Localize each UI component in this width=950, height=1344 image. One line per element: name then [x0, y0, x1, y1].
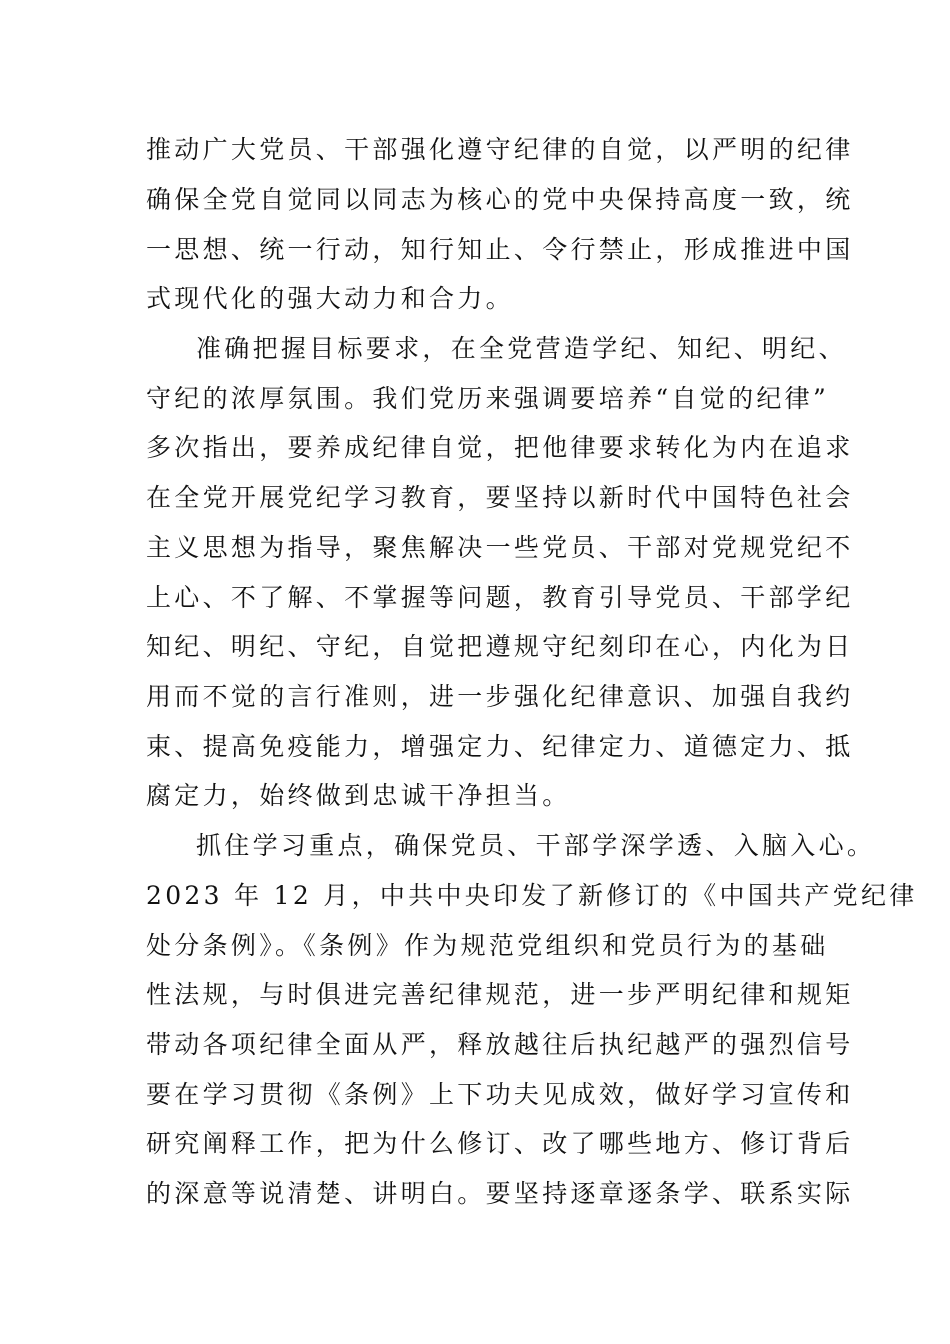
text-line: 知纪、明纪、守纪，自觉把遵规守纪刻印在心，内化为日 — [146, 632, 854, 661]
text-line: 式现代化的强大动力和合力。 — [146, 284, 514, 313]
text-line: 束、提高免疫能力，增强定力、纪律定力、道德定力、抵 — [146, 732, 854, 761]
text-line: 推动广大党员、干部强化遵守纪律的自觉，以严明的纪律 — [146, 135, 854, 164]
text-line: 一思想、统一行动，知行知止、令行禁止，形成推进中国 — [146, 235, 854, 264]
text-line: 性法规，与时俱进完善纪律规范，进一步严明纪律和规矩 — [146, 980, 854, 1009]
text-line: 处分条例》。《条例》作为规范党组织和党员行为的基础 — [146, 931, 829, 960]
paragraph-first-line: 抓住学习重点，确保党员、干部学深学透、入脑入心。 — [196, 831, 876, 860]
text-line: 确保全党自觉同以同志为核心的党中央保持高度一致，统 — [146, 185, 854, 214]
text-line: 守纪的浓厚氛围。我们党历来强调要培养“自觉的纪律” — [146, 384, 830, 413]
text-line: 要在学习贯彻《条例》上下功夫见成效，做好学习宣传和 — [146, 1080, 854, 1109]
text-line: 腐定力，始终做到忠诚干净担当。 — [146, 781, 571, 810]
text-line: 2023 年 12 月，中共中央印发了新修订的《中国共产党纪律 — [146, 881, 918, 910]
text-line: 主义思想为指导，聚焦解决一些党员、干部对党规党纪不 — [146, 533, 854, 562]
text-line: 上心、不了解、不掌握等问题，教育引导党员、干部学纪 — [146, 583, 854, 612]
text-line: 的深意等说清楚、讲明白。要坚持逐章逐条学、联系实际 — [146, 1179, 854, 1208]
text-line: 多次指出，要养成纪律自觉，把他律要求转化为内在追求 — [146, 433, 854, 462]
text-line: 在全党开展党纪学习教育，要坚持以新时代中国特色社会 — [146, 483, 854, 512]
text-line: 研究阐释工作，把为什么修订、改了哪些地方、修订背后 — [146, 1129, 854, 1158]
text-line: 用而不觉的言行准则，进一步强化纪律意识、加强自我约 — [146, 682, 854, 711]
paragraph-first-line: 准确把握目标要求，在全党营造学纪、知纪、明纪、 — [196, 334, 847, 363]
text-line: 带动各项纪律全面从严，释放越往后执纪越严的强烈信号 — [146, 1030, 854, 1059]
